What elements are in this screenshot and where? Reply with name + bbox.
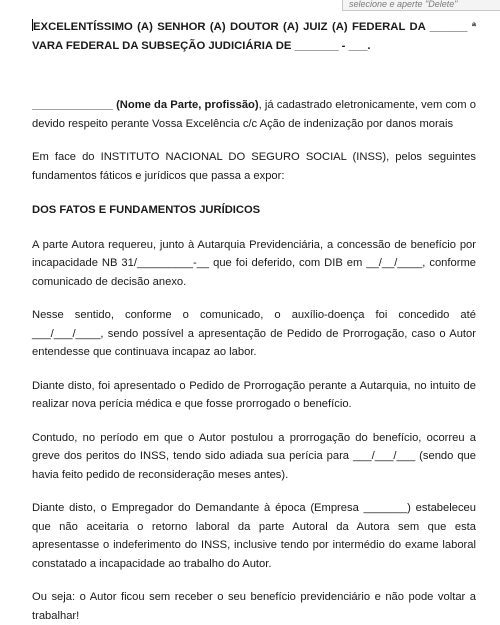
facts-paragraph-1: A parte Autora requereu, junto à Autarquia Previdenciária, a concessão de benefício por incapacidade NB 31/_________-__ que foi deferido, com DIB em __/__/____, conforme comunicado de decisão anexo. — [32, 238, 476, 288]
party-text: , já cadastrado eletronicamente, vem com o devido respeito perante Vossa Excelência c/c Ação de indenização por danos morais — [32, 99, 476, 130]
facts-paragraph-3: Diante disto, foi apresentado o Pedido de Prorrogação perante a Autarquia, no intuito de realizar nova perícia médica e que fosse prorrogado o benefício. — [32, 379, 476, 410]
delete-hint: selecione e aperte "Delete" — [342, 0, 500, 11]
facts-paragraph-2: Nesse sentido, conforme o comunicado, o auxílio-doença foi concedido até ___/___/____, sendo possível a apresentação de Pedido de Prorrogação, caso o Autor entendesse que continuava incapaz ao labor. — [32, 309, 476, 358]
document-page — [32, 18, 476, 625]
court-heading-text: EXCELENTÍSSIMO (A) SENHOR (A) DOUTOR (A) JUIZ (A) FEDERAL DA ______ ª VARA FEDERAL DA SUBSEÇÃO JUDICIÁRIA DE _______ - ___. — [32, 21, 476, 52]
party-name-blank[interactable]: _____________ — [32, 99, 113, 111]
facts-paragraph-4: Contudo, no período em que o Autor postulou a prorrogação do benefício, ocorreu a greve dos peritos do INSS, tendo sido adiada sua perícia para ___/___/___ (sendo que havia feito pedido de reconsideração meses antes). — [32, 431, 476, 481]
facts-paragraph-6: Ou seja: o Autor ficou sem receber o seu benefício previdenciário e não pode voltar a trabalhar! — [32, 591, 476, 622]
party-name-label: (Nome da Parte, profissão) — [116, 99, 259, 111]
facts-paragraph-5: Diante disto, o Empregador do Demandante à época (Empresa _______) estabeleceu que não aceitaria o retorno laboral da parte Autoral da Autora sem que esta apresentasse o indeferimento do INSS, inclusive tendo por intermédio do exame laboral constatado a incapacidade ao trabalho do Autor. — [32, 502, 476, 570]
section-title: DOS FATOS E FUNDAMENTOS JURÍDICOS — [32, 204, 261, 216]
intro-paragraph: Em face do INSTITUTO NACIONAL DO SEGURO SOCIAL (INSS), pelos seguintes fundamentos fáticos e jurídicos que passa a expor: — [32, 151, 476, 182]
court-heading — [32, 18, 476, 55]
party-paragraph — [32, 96, 476, 133]
